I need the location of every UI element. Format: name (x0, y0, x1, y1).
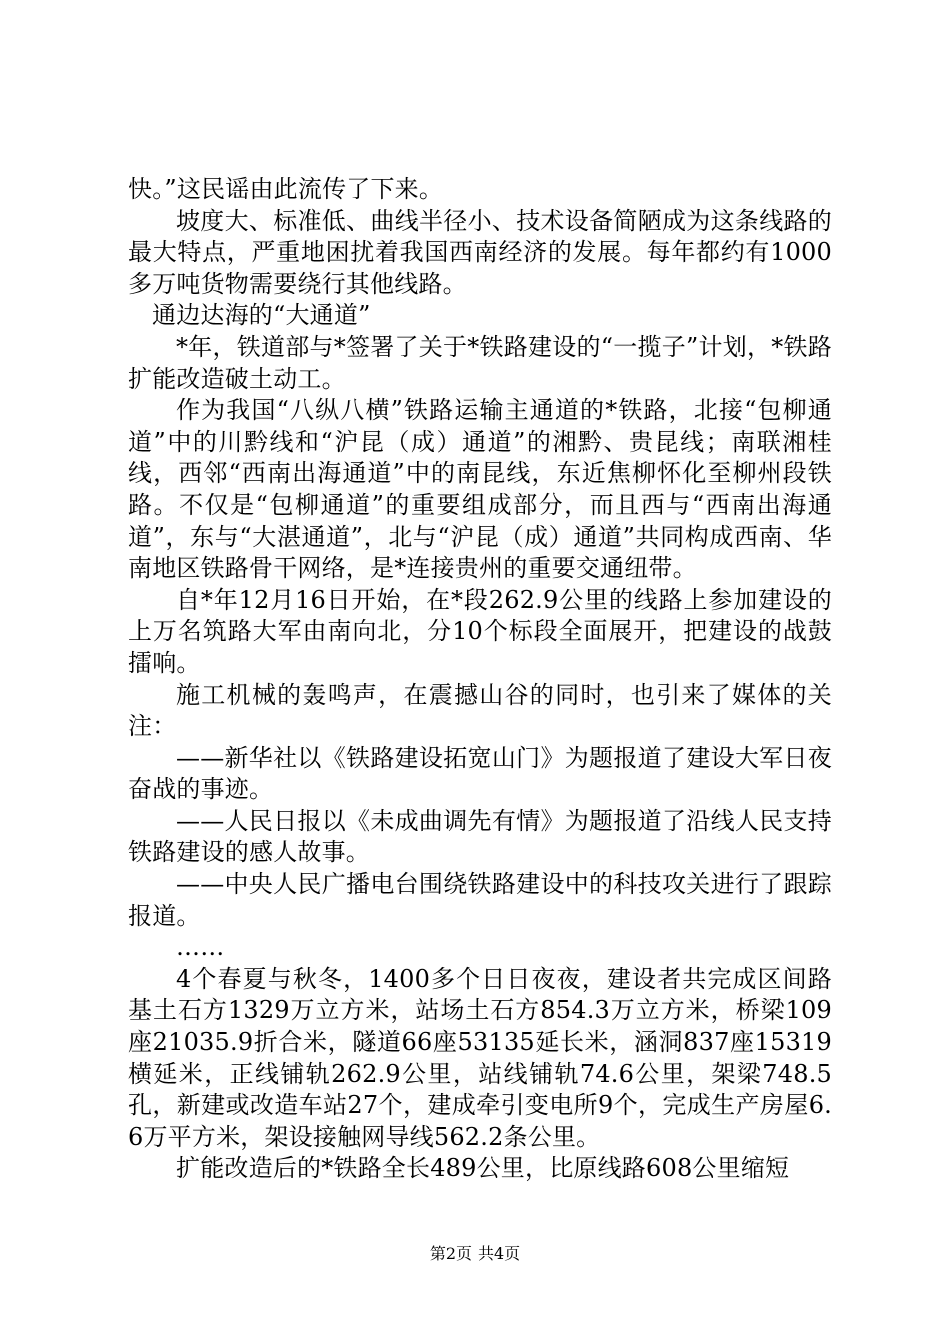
paragraph: ——人民日报以《未成曲调先有情》为题报道了沿线人民支持铁路建设的感人故事。 (128, 806, 832, 867)
paragraph: ——中央人民广播电台围绕铁路建设中的科技攻关进行了跟踪报道。 (128, 870, 832, 930)
document-body (128, 174, 832, 1185)
paragraph: 4个春夏与秋冬，1400多个日日夜夜，建设者共完成区间路基土石方1329万立方米，站场土石方854.3万立方米，桥梁109座21035.9折合米，隧道66座53135延长米，涵洞837座15319横延米，正线铺轨262.9公里，站线铺轨74.6公里，架梁748.5孔，新建或改造车站27个，建成牵引变电所9个，完成生产房屋6.6万平方米，架设接触网导线562.2条公里。 (128, 964, 832, 1151)
paragraph-continuation: 快。”这民谣由此流传了下来。 (128, 175, 444, 203)
paragraph: ——新华社以《铁路建设拓宽山门》为题报道了建设大军日夜奋战的事迹。 (128, 743, 832, 804)
page-total: 共4页 (478, 1244, 521, 1263)
section-heading: 通边达海的“大通道” (152, 301, 371, 330)
paragraph: 作为我国“八纵八横”铁路运输主通道的*铁路，北接“包柳通道”中的川黔线和“沪昆（成）通道”的湘黔、贵昆线；南联湘桂线，西邻“西南出海通道”中的南昆线，东近焦柳怀化至柳州段铁路。不仅是“包柳通道”的重要组成部分，而且西与“西南出海通道”，东与“大湛通道”，北与“沪昆（成）通道”共同构成西南、华南地区铁路骨干网络，是*连接贵州的重要交通纽带。 (128, 396, 832, 583)
page-number: 第2页 (429, 1244, 472, 1263)
ellipsis-line: …… (176, 933, 225, 962)
paragraph: 自*年12月16日开始，在*段262.9公里的线路上参加建设的上万名筑路大军由南向北，分10个标段全面展开，把建设的战鼓擂响。 (128, 585, 832, 677)
paragraph: 坡度大、标准低、曲线半径小、技术设备简陋成为这条线路的最大特点，严重地困扰着我国西南经济的发展。每年都约有1000多万吨货物需要绕行其他线路。 (128, 206, 832, 298)
paragraph: 扩能改造后的*铁路全长489公里，比原线路608公里缩短 (176, 1154, 790, 1183)
paragraph: *年，铁道部与*签署了关于*铁路建设的“一揽子”计划，*铁路扩能改造破土动工。 (128, 332, 832, 393)
page-footer (0, 1244, 950, 1264)
paragraph: 施工机械的轰鸣声，在震撼山谷的同时，也引来了媒体的关注： (128, 680, 832, 741)
